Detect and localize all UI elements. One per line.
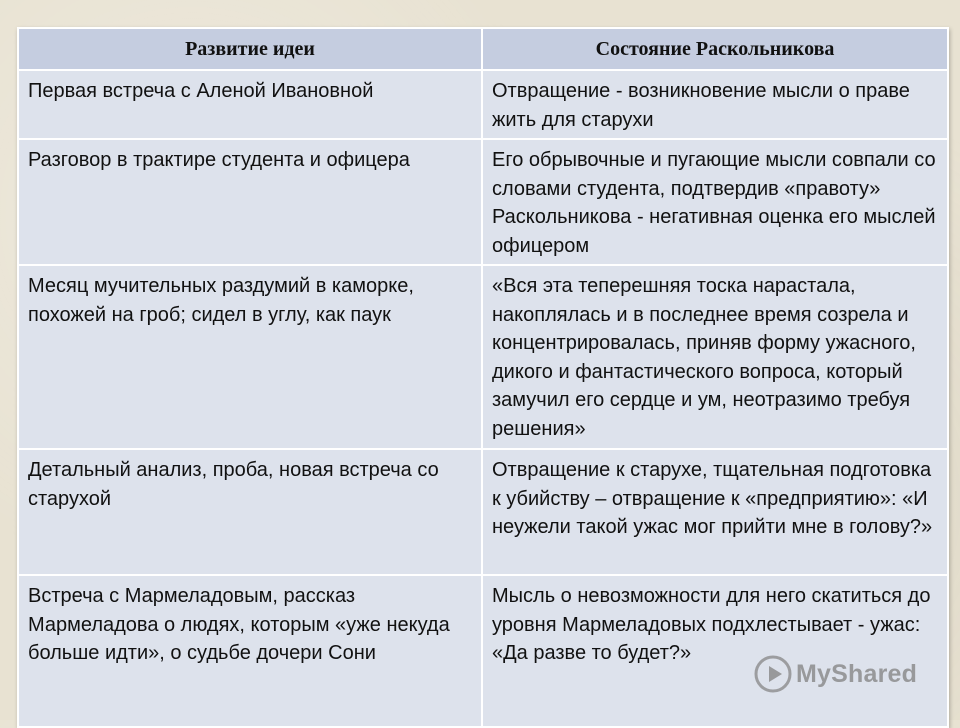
state-cell: Его обрывочные и пугающие мысли совпали со словами студента, подтвердив «правоту» Раскольникова - негативная оценка его мыслей офицером (482, 139, 948, 265)
idea-cell: Встреча с Мармеладовым, рассказ Мармеладова о людях, которым «уже некуда больше идти», о судьбе дочери Сони (18, 575, 482, 727)
watermark-text: MyShared (796, 659, 918, 688)
table-row (18, 265, 948, 449)
idea-cell: Первая встреча с Аленой Ивановной (18, 70, 482, 139)
idea-cell: Детальный анализ, проба, новая встреча со старухой (18, 449, 482, 575)
state-cell: Отвращение к старухе, тщательная подготовка к убийству – отвращение к «предприятию»: «И неужели такой ужас мог прийти мне в голову?» (482, 449, 948, 575)
myshared-watermark (753, 654, 917, 694)
header-idea-development: Развитие идеи (18, 28, 482, 70)
table-row (18, 575, 948, 727)
idea-cell: Разговор в трактире студента и офицера (18, 139, 482, 265)
header-raskolnikov-state: Состояние Раскольникова (482, 28, 948, 70)
table-row (18, 139, 948, 265)
table-row (18, 449, 948, 575)
idea-cell: Месяц мучительных раздумий в каморке, похожей на гроб; сидел в углу, как паук (18, 265, 482, 449)
ideas-table (17, 27, 949, 728)
myshared-logo-icon (753, 654, 793, 694)
state-cell: Мысль о невозможности для него скатиться до уровня Мармеладовых подхлестывает - ужас: «Да разве то будет?» (482, 575, 948, 727)
state-cell: Отвращение - возникновение мысли о праве жить для старухи (482, 70, 948, 139)
table-header-row (18, 28, 948, 70)
table-row (18, 70, 948, 139)
state-cell: «Вся эта теперешняя тоска нарастала, накоплялась и в последнее время созрела и концентрировалась, приняв форму ужасного, дикого и фантастического вопроса, который замучил его сердце и ум, неотразимо требуя решения» (482, 265, 948, 449)
